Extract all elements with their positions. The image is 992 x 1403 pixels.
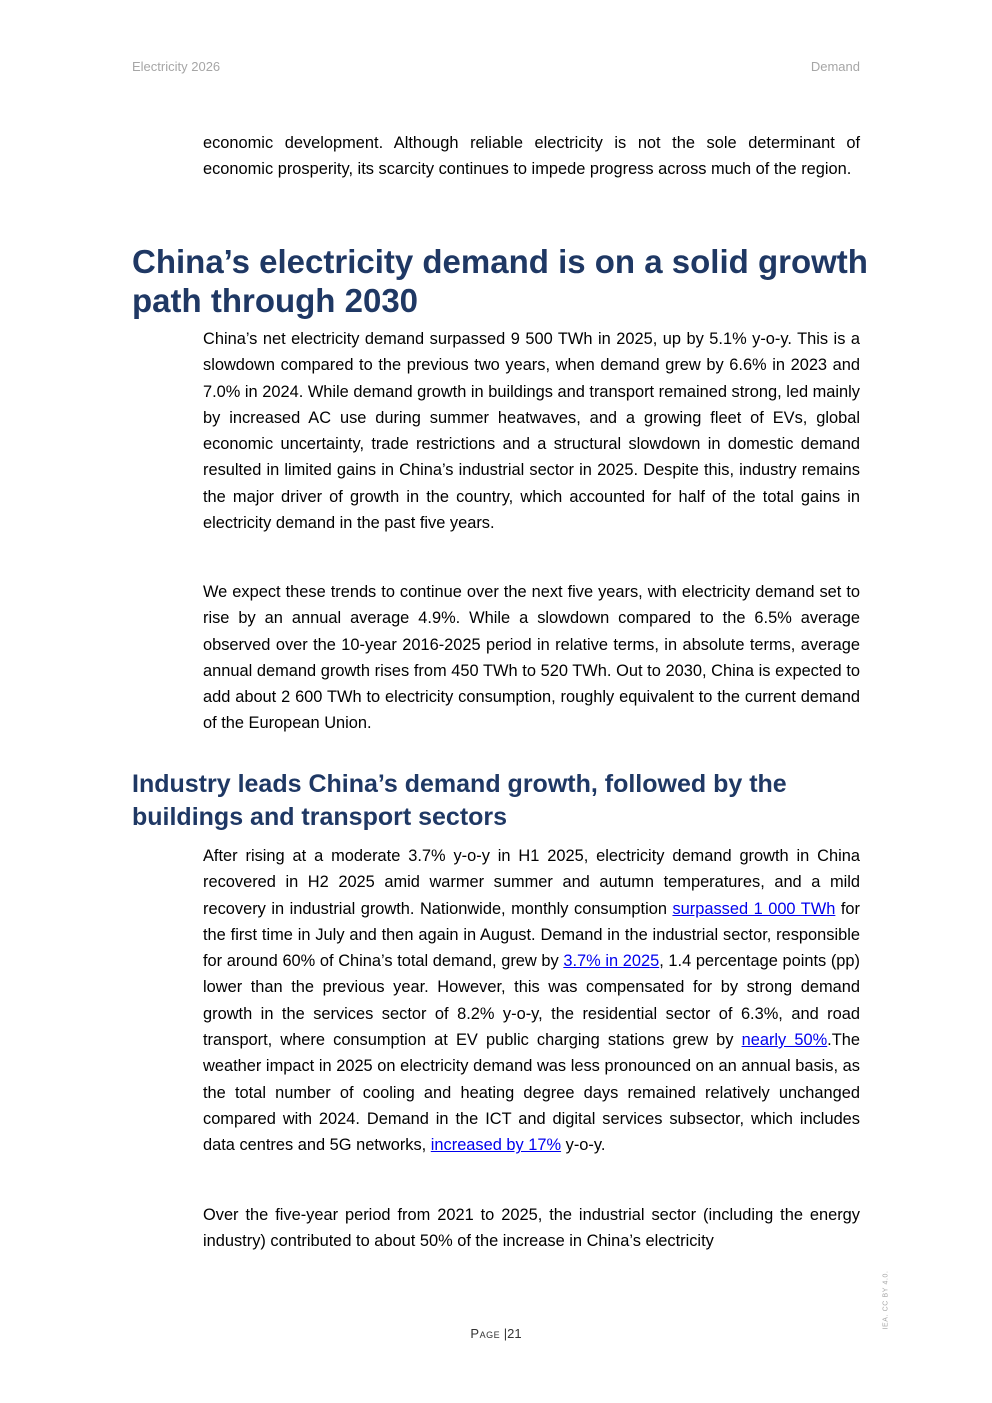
page-label: Page xyxy=(470,1326,501,1341)
link-increased-by-17-percent[interactable]: increased by 17% xyxy=(430,1136,562,1155)
link-surpassed-1000-twh[interactable]: surpassed 1 000 TWh xyxy=(672,899,836,918)
page-number: 21 xyxy=(507,1326,522,1341)
page-footer xyxy=(0,1326,992,1341)
paragraph-demand-outlook: We expect these trends to continue over the next five years, with electricity demand set to rise by an annual average 4.9%. While a slowdown compared to the 6.5% average observed over the 10-year 2016-2025 period in relative terms, in absolute terms, average annual demand growth rises from 450 TWh to 520 TWh. Out to 2030, China is expected to add about 2 600 TWh to electricity consumption, roughly equivalent to the current demand of the European Union. xyxy=(203,583,860,733)
paragraph-text: for the first time in July and then again in August. Demand in the industrial sector, responsible for around 60% of China’s total demand, grew by xyxy=(203,899,860,971)
paragraph-china-net-demand: China’s net electricity demand surpassed 9 500 TWh in 2025, up by 5.1% y-o-y. This is a slowdown compared to the previous two years, when demand grew by 6.6% in 2023 and 7.0% in 2024. While demand growth in buildings and transport remained strong, led mainly by increased AC use during summer heatwaves, and a growing fleet of EVs, global economic uncertainty, trade restrictions and a structural slowdown in domestic demand resulted in limited gains in China’s industrial sector in 2025. Despite this, industry remains the major driver of growth in the country, which accounted for half of the total gains in electricity demand in the past five years. xyxy=(203,330,860,533)
paragraph-text: , 1.4 percentage points (pp) lower than the previous year. However, this was compensated for by strong demand growth in the services sector of 8.2% y-o-y, the residential sector of 6.3%, and road transport, where consumption at EV public charging stations grew by xyxy=(203,952,860,1050)
intro-paragraph: economic development. Although reliable electricity is not the sole determinant of economic prosperity, its scarcity continues to impede progress across much of the region. xyxy=(203,134,860,179)
subsection-heading-industry-leads: Industry leads China’s demand growth, followed by the buildings and transport sectors xyxy=(132,770,787,831)
link-nearly-50-percent[interactable]: nearly 50% xyxy=(741,1031,828,1050)
license-credit: IEA. CC BY 4.0. xyxy=(882,1270,890,1330)
section-heading-china-demand: China’s electricity demand is on a solid growth path through 2030 xyxy=(132,243,868,319)
header-report-title: Electricity 2026 xyxy=(132,59,221,74)
header-chapter-title: Demand xyxy=(810,59,860,74)
link-3-7-percent-2025[interactable]: 3.7% in 2025 xyxy=(563,952,660,971)
paragraph-h2-2025-recovery xyxy=(203,843,860,1159)
paragraph-text: y-o-y. xyxy=(561,1136,606,1155)
page-separator: | xyxy=(503,1326,508,1341)
paragraph-text: After rising at a moderate 3.7% y-o-y in H1 2025, electricity demand growth in China recovered in H2 2025 amid warmer summer and autumn temperatures, and a mild recovery in industrial growth. Nationwide, monthly consumption xyxy=(203,847,860,918)
paragraph-text: .The weather impact in 2025 on electricity demand was less pronounced on an annual basis, as the total number of cooling and heating degree days remained relatively unchanged compared with 2024. Demand in the ICT and digital services subsector, which includes data centres and 5G networks, xyxy=(203,1031,860,1155)
paragraph-five-year-period: Over the five-year period from 2021 to 2025, the industrial sector (including the energy industry) contributed to about 50% of the increase in China’s electricity xyxy=(203,1206,860,1251)
